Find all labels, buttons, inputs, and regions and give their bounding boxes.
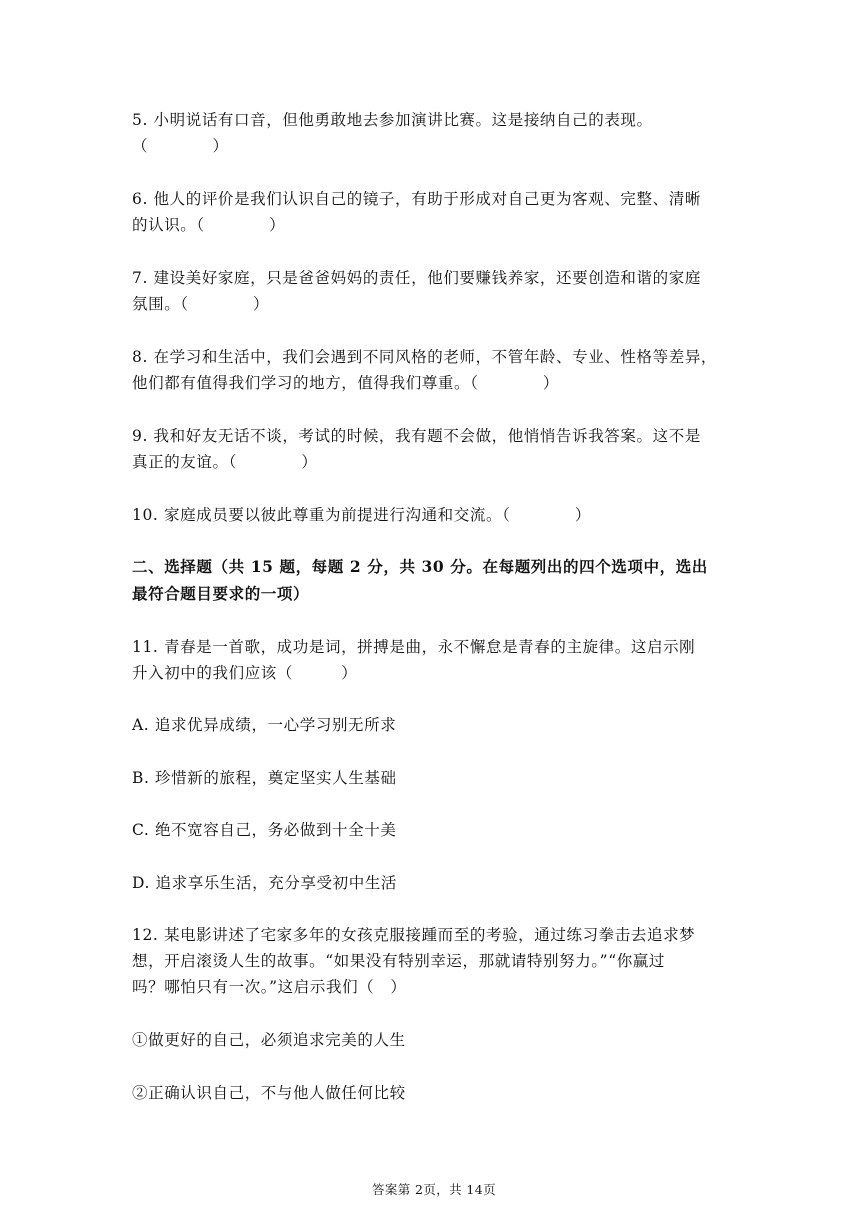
question-6-line-2: 的认识。（ ） (132, 216, 286, 234)
question-8-line-2: 他们都有值得我们学习的地方，值得我们尊重。（ ） (132, 374, 559, 392)
question-12-option-2: ②正确认识自己，不与他人做任何比较 (132, 1084, 406, 1102)
question-12-option-1: ①做更好的自己，必须追求完美的人生 (132, 1031, 406, 1049)
question-12-line-1: 12. 某电影讲述了宅家多年的女孩克服接踵而至的考验，通过练习拳击去追求梦 (132, 926, 696, 944)
question-11-option-c: C. 绝不宽容自己，务必做到十全十美 (132, 821, 397, 839)
question-12-line-2: 想，开启滚烫人生的故事。“如果没有特别幸运，那就请特别努力。”“你赢过 (132, 952, 666, 970)
question-9-line-2: 真正的友谊。（ ） (132, 453, 318, 471)
question-11-option-a: A. 追求优异成绩，一心学习别无所求 (132, 716, 397, 734)
section-heading-line-2: 最符合题目要求的一项） (132, 584, 310, 603)
question-11-option-b: B. 珍惜新的旅程，奠定坚实人生基础 (132, 769, 397, 787)
question-10-line-1: 10. 家庭成员要以彼此尊重为前提进行沟通和交流。（ ） (132, 506, 591, 524)
question-11-line-1: 11. 青春是一首歌，成功是词，拼搏是曲，永不懈怠是青春的主旋律。这启示刚 (132, 638, 696, 656)
section-heading-line-1: 二、选择题（共 15 题，每题 2 分，共 30 分。在每题列出的四个选项中，选出 (132, 557, 708, 576)
question-9-line-1: 9. 我和好友无话不谈，考试的时候，我有题不会做，他悄悄告诉我答案。这不是 (132, 427, 701, 445)
question-7-line-1: 7. 建设美好家庭，只是爸爸妈妈的责任，他们要赚钱养家，还要创造和谐的家庭 (132, 269, 701, 287)
question-11-line-2: 升入初中的我们应该（ ） (132, 664, 358, 682)
page-footer: 答案第 2页，共 14页 (371, 1182, 497, 1197)
question-7-line-2: 氛围。（ ） (132, 295, 270, 313)
question-5-line-1: 5. 小明说话有口音，但他勇敢地去参加演讲比赛。这是接纳自己的表现。 (132, 111, 653, 129)
question-12-line-3: 吗？哪怕只有一次。”这启示我们（ ） (132, 978, 407, 996)
question-8-line-1: 8. 在学习和生活中，我们会遇到不同风格的老师，不管年龄、专业、性格等差异， (132, 348, 718, 366)
question-11-option-d: D. 追求享乐生活，充分享受初中生活 (132, 874, 398, 892)
question-5-line-2: （ ） (132, 137, 229, 155)
question-6-line-1: 6. 他人的评价是我们认识自己的镜子，有助于形成对自己更为客观、完整、清晰 (132, 190, 701, 208)
